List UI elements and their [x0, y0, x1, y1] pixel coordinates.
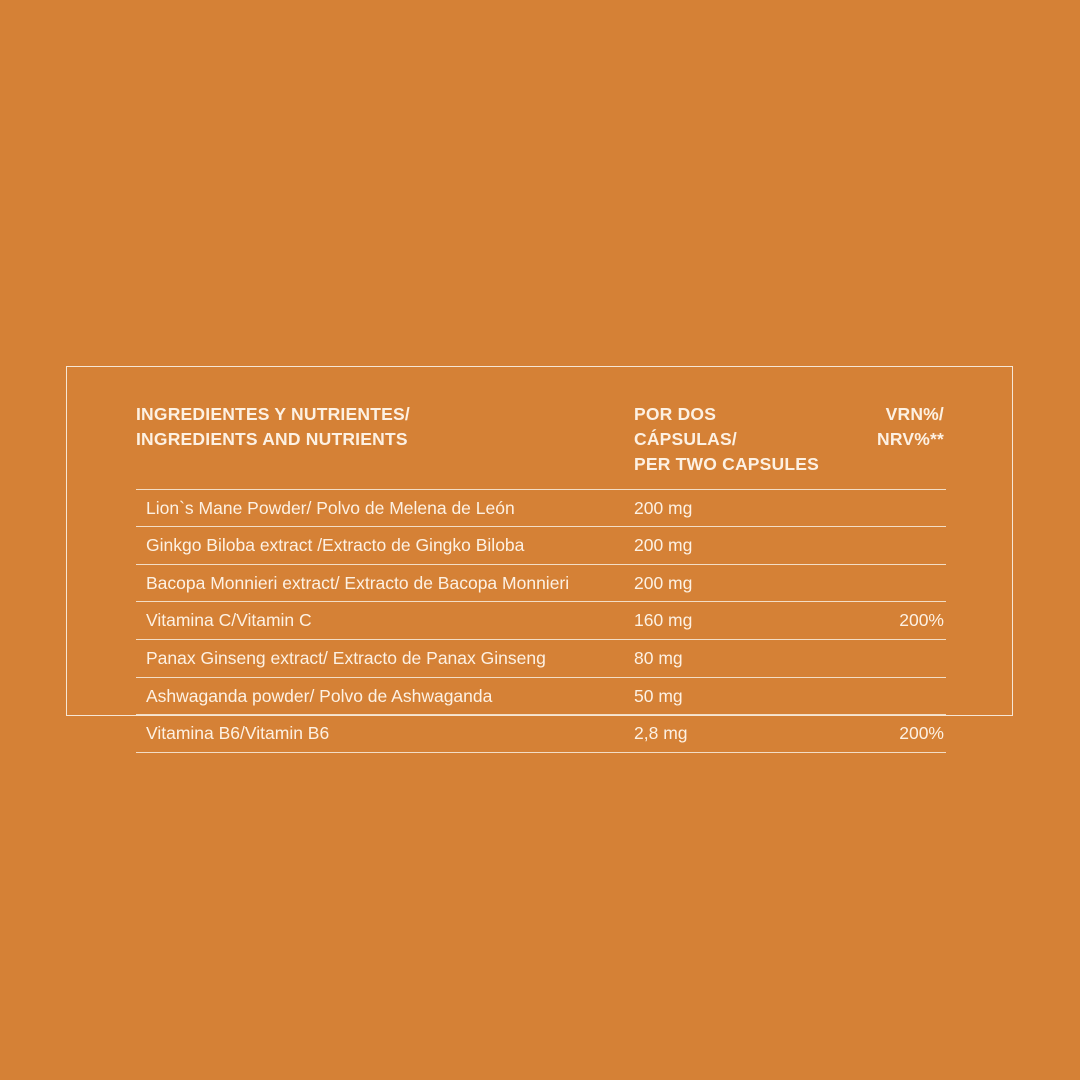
row-nrv [820, 527, 946, 565]
row-amount: 200 mg [634, 489, 820, 527]
table-row [136, 677, 946, 715]
nutrition-table-header [136, 402, 946, 489]
row-nrv [820, 677, 946, 715]
row-ingredient-name: Ginkgo Biloba extract /Extracto de Gingko Biloba [136, 527, 634, 565]
table-row [136, 489, 946, 527]
row-nrv: 200% [820, 715, 946, 753]
column-header-amount-line1: POR DOS CÁPSULAS/ [634, 404, 737, 449]
nutrition-table-body [136, 489, 946, 752]
column-header-amount-line2: PER TWO CAPSULES [634, 453, 820, 474]
row-ingredient-name: Vitamina C/Vitamin C [136, 602, 634, 640]
table-row [136, 715, 946, 753]
row-ingredient-name: Panax Ginseng extract/ Extracto de Panax Ginseng [136, 640, 634, 678]
row-nrv: 200% [820, 602, 946, 640]
row-ingredient-name: Lion`s Mane Powder/ Polvo de Melena de León [136, 489, 634, 527]
table-row [136, 602, 946, 640]
table-row [136, 564, 946, 602]
column-header-amount [634, 402, 820, 489]
column-header-ingredients-line2: INGREDIENTS AND NUTRIENTS [136, 428, 408, 449]
row-ingredient-name: Bacopa Monnieri extract/ Extracto de Bacopa Monnieri [136, 564, 634, 602]
row-amount: 160 mg [634, 602, 820, 640]
table-row [136, 640, 946, 678]
row-amount: 200 mg [634, 527, 820, 565]
column-header-nrv-line1: VRN%/ [885, 404, 944, 424]
column-header-nrv-line2: NRV%** [876, 428, 944, 449]
row-nrv [820, 640, 946, 678]
row-nrv [820, 489, 946, 527]
row-amount: 50 mg [634, 677, 820, 715]
row-nrv [820, 564, 946, 602]
row-amount: 80 mg [634, 640, 820, 678]
nutrition-table [136, 402, 946, 753]
row-amount: 200 mg [634, 564, 820, 602]
column-header-ingredients [136, 402, 634, 489]
nutrition-table-container [136, 402, 946, 753]
column-header-nrv [820, 402, 946, 489]
row-ingredient-name: Ashwaganda powder/ Polvo de Ashwaganda [136, 677, 634, 715]
row-amount: 2,8 mg [634, 715, 820, 753]
column-header-ingredients-line1: INGREDIENTES Y NUTRIENTES/ [136, 404, 410, 424]
table-row [136, 527, 946, 565]
header-row [136, 402, 946, 489]
row-ingredient-name: Vitamina B6/Vitamin B6 [136, 715, 634, 753]
